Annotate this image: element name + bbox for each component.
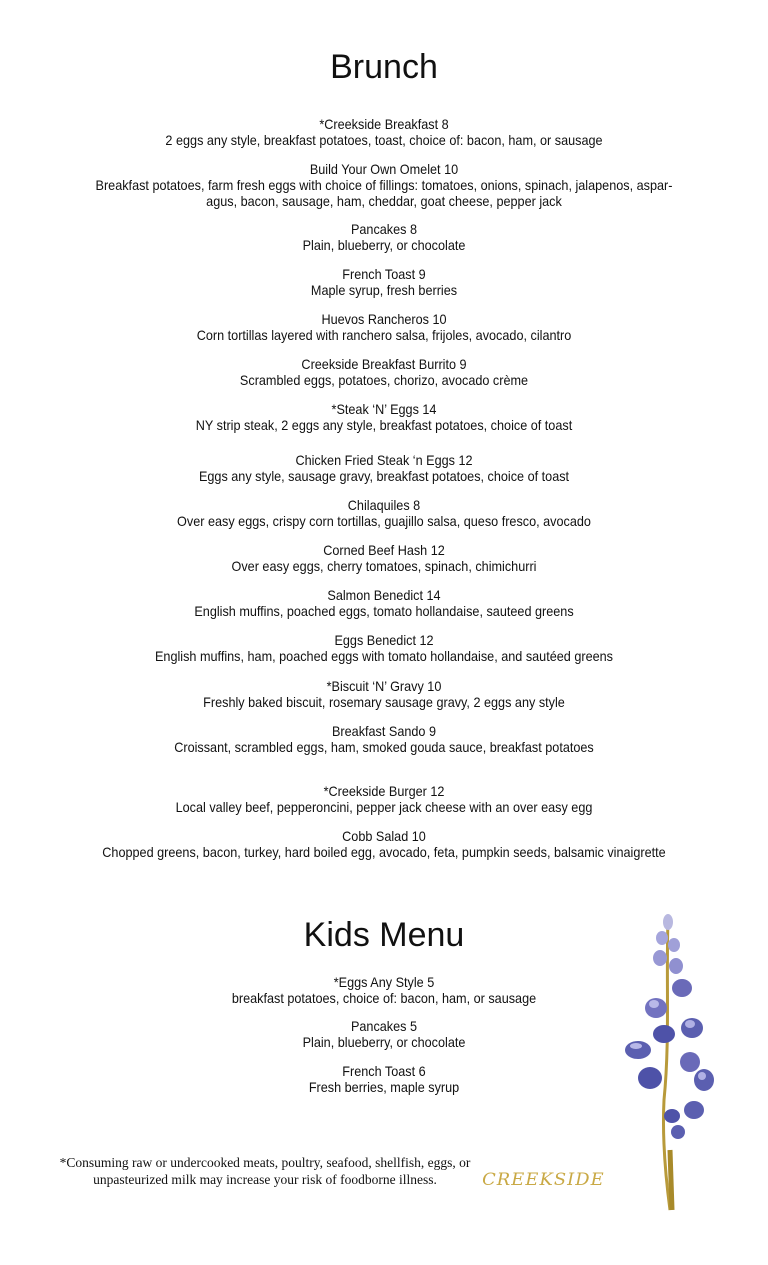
item-name: *Steak ‘N’ Eggs 14 (331, 402, 437, 417)
menu-item (27, 267, 741, 299)
item-desc: English muffins, ham, poached eggs with tomato hollandaise, and sautéed greens (155, 649, 613, 664)
menu-item (27, 724, 741, 756)
item-desc: Plain, blueberry, or chocolate (302, 238, 466, 253)
item-name: *Biscuit ‘N’ Gravy 10 (326, 679, 442, 694)
item-desc: Corn tortillas layered with ranchero salsa, frijoles, avocado, cilantro (196, 328, 572, 343)
item-desc: Local valley beef, pepperoncini, pepper jack cheese with an over easy egg (175, 800, 593, 815)
item-desc: breakfast potatoes, choice of: bacon, ham, or sausage (231, 991, 537, 1006)
menu-item (27, 588, 741, 620)
item-desc: Over easy eggs, cherry tomatoes, spinach, chimichurri (231, 559, 537, 574)
menu-item (27, 222, 741, 254)
menu-item (27, 312, 741, 344)
item-name: French Toast 9 (342, 267, 426, 282)
item-desc: Maple syrup, fresh berries (310, 283, 458, 298)
menu-item (27, 117, 741, 149)
creekside-signature: CREEKSIDE (482, 1170, 605, 1190)
menu-item (27, 633, 741, 665)
brunch-title: Brunch (330, 48, 438, 86)
item-desc: Over easy eggs, crispy corn tortillas, guajillo salsa, queso fresco, avocado (177, 514, 591, 529)
item-name: Corned Beef Hash 12 (323, 543, 445, 558)
item-name: Huevos Rancheros 10 (321, 312, 447, 327)
item-desc: Freshly baked biscuit, rosemary sausage gravy, 2 eggs any style (203, 695, 565, 710)
item-desc: NY strip steak, 2 eggs any style, breakfast potatoes, choice of toast (195, 418, 573, 433)
food-safety-disclaimer: *Consuming raw or undercooked meats, poultry, seafood, shellfish, eggs, or unpasteurized milk may increase your risk of foodborne illness. (59, 1155, 471, 1187)
item-name: Pancakes 8 (350, 222, 418, 237)
item-desc: Fresh berries, maple syrup (308, 1080, 460, 1095)
item-desc: 2 eggs any style, breakfast potatoes, toast, choice of: bacon, ham, or sausage (165, 133, 603, 148)
menu-item (27, 402, 741, 434)
menu-item (27, 543, 741, 575)
menu-item (27, 162, 741, 210)
item-name: Build Your Own Omelet 10 (309, 162, 459, 177)
menu-item (27, 498, 741, 530)
menu-item (27, 679, 741, 711)
menu-item (27, 357, 741, 389)
item-name: *Eggs Any Style 5 (333, 975, 435, 990)
item-name: French Toast 6 (342, 1064, 426, 1079)
menu-item (27, 453, 741, 485)
item-desc: Croissant, scrambled eggs, ham, smoked gouda sauce, breakfast potatoes (174, 740, 594, 755)
item-desc: Scrambled eggs, potatoes, chorizo, avocado crème (239, 373, 529, 388)
item-name: Cobb Salad 10 (342, 829, 426, 844)
item-name: *Creekside Breakfast 8 (319, 117, 449, 132)
item-name: Creekside Breakfast Burrito 9 (301, 357, 467, 372)
item-name: Pancakes 5 (350, 1019, 418, 1034)
menu-item (27, 829, 741, 861)
item-desc: English muffins, poached eggs, tomato hollandaise, sauteed greens (194, 604, 574, 619)
item-desc: Eggs any style, sausage gravy, breakfast potatoes, choice of toast (198, 469, 570, 484)
item-desc: Plain, blueberry, or chocolate (302, 1035, 466, 1050)
item-name: Chicken Fried Steak ‘n Eggs 12 (295, 453, 473, 468)
item-desc-continued: agus, bacon, sausage, ham, cheddar, goat cheese, pepper jack (206, 194, 562, 209)
item-desc: Chopped greens, bacon, turkey, hard boiled egg, avocado, feta, pumpkin seeds, balsamic vinaigrette (102, 845, 666, 860)
item-name: Salmon Benedict 14 (327, 588, 441, 603)
item-name: Eggs Benedict 12 (334, 633, 434, 648)
lupine-flower-illustration (610, 900, 720, 1220)
item-name: Breakfast Sando 9 (331, 724, 437, 739)
item-desc: Breakfast potatoes, farm fresh eggs with choice of fillings: tomatoes, onions, spinach, jalapenos, aspar- (95, 178, 673, 193)
item-name: *Creekside Burger 12 (323, 784, 445, 799)
kids-menu-title: Kids Menu (303, 916, 465, 954)
item-name: Chilaquiles 8 (347, 498, 421, 513)
menu-item (27, 784, 741, 816)
